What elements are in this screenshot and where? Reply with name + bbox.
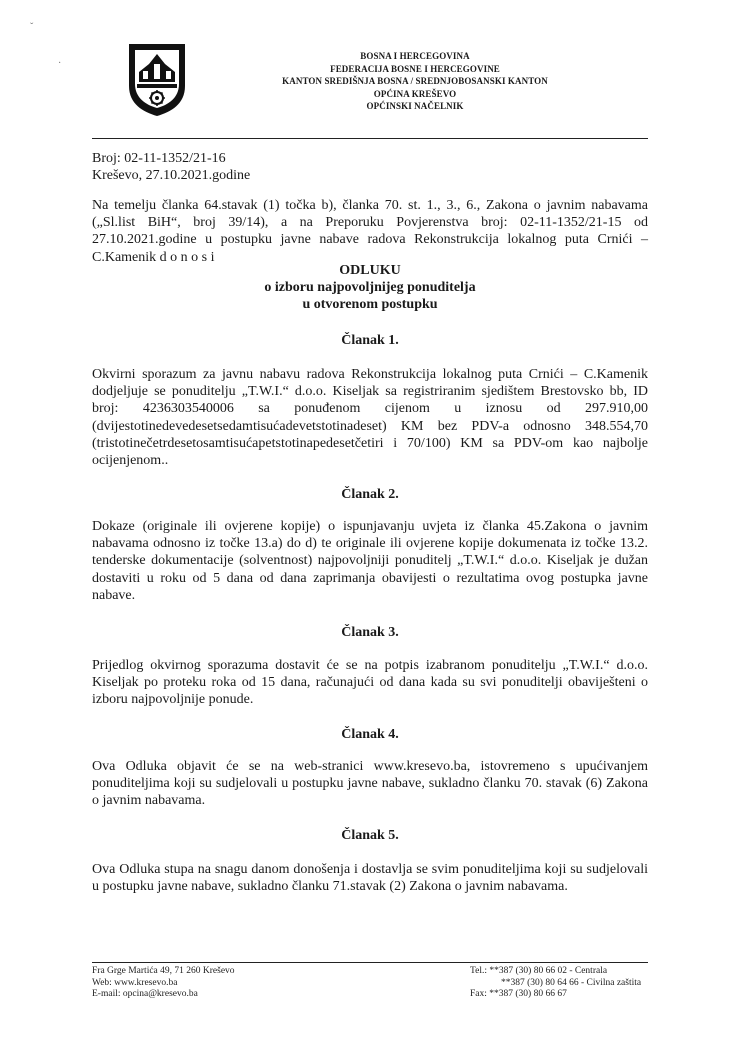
article-2-text: Dokaze (originale ili ovjerene kopije) o ispunjavanju uvjeta iz članka 45.Zakona o javnim nabavama odnosno iz točke 13.a) do d) te originale ili ovjerene kopije dokumenata iz točke 13.2. tenderske dokumentacije (solventnost) najpovoljniji ponuditelj „T.W.I.“ d.o.o. Kiseljak je dužan dostaviti u roku od 5 dana od dana zaprimanja obavijesti o rezultatima ovog postupka javne nabave. [92, 519, 648, 603]
footer-contact-left [92, 966, 235, 1001]
footer-fax: Fax: **387 (30) 80 66 67 [470, 989, 567, 999]
letterhead [215, 50, 615, 113]
article-1-heading: Članak 1. [341, 333, 399, 348]
footer-tel-civil: **387 (30) 80 64 66 - Civilna zaštita [501, 977, 642, 988]
article-1-text: Okvirni sporazum za javnu nabavu radova Rekonstrukcija lokalnog puta Crnići – C.Kamenik dodjeljuje se ponuditelju „T.W.I.“ d.o.o. Kiseljak sa registriranim sjedištem Brestovsko bb, ID broj: 4236303540006 sa ponuđenom cijenom u iznosu od 297.910,00 (dvijestotinedevedesetsedamtisućadevetstotinadeset) KM bez PDV-a odnosno 348.554,70 (tristotinečetrdesetosamtisućapetstotinapedesetčetiri i 70/100) KM sa PDV-om kao najbolje ocijenjenom.. [92, 367, 648, 469]
kresevo-coat-of-arms-icon [127, 42, 187, 118]
scan-mark: · [58, 58, 62, 69]
header-canton: KANTON SREDIŠNJA BOSNA / SREDNJOBOSANSKI KANTON [282, 76, 548, 86]
document-date: Kreševo, 27.10.2021.godine [92, 168, 251, 183]
article-3-text: Prijedlog okvirnog sporazuma dostavit će se na potpis izabranom ponuditelju „T.W.I.“ d.o.o. Kiseljak po proteku roka od 15 dana, računajući od dana kada su svi ponuditelji obaviješteni o izboru najpovoljnije ponude. [92, 658, 648, 708]
footer-divider [92, 962, 648, 963]
article-4-heading: Članak 4. [341, 727, 399, 742]
document-meta [92, 150, 250, 184]
header-federation: FEDERACIJA BOSNE I HERCEGOVINE [330, 63, 500, 74]
article-5-heading: Članak 5. [341, 828, 399, 843]
header-divider [92, 138, 648, 139]
header-country: BOSNA I HERCEGOVINA [360, 51, 470, 61]
title-subtitle-2: u otvorenom postupku [302, 297, 438, 312]
header-office: OPĆINSKI NAČELNIK [366, 101, 464, 111]
title-main: ODLUKU [339, 263, 401, 278]
decision-title [92, 262, 648, 313]
article-5-text: Ova Odluka stupa na snagu danom donošenja i dostavlja se svim ponuditeljima koji su sudjelovali u postupku javne nabave, sukladno članku 71.stavak (2) Zakona o javnim nabavama. [92, 862, 648, 895]
scan-mark: ˇ [30, 22, 34, 33]
article-3-heading: Članak 3. [341, 625, 399, 640]
preamble: Na temelju članka 64.stavak (1) točka b), članka 70. st. 1., 3., 6., Zakona o javnim nabavama („Sl.list BiH“, broj 39/14), a na Preporuku Povjerenstva broj: 02-11-1352/21-15 od 27.10.2021.godine u postupku javne nabave radova Rekonstrukcija lokalnog puta Crnići – C.Kamenik d o n o s i [92, 198, 648, 265]
footer-tel: Tel.: **387 (30) 80 66 02 - Centrala [470, 966, 608, 976]
article-2-heading: Članak 2. [341, 487, 399, 502]
article-4-text: Ova Odluka objavit će se na web-stranici www.kresevo.ba, istovremeno s upućivanjem ponuditeljima koji su sudjelovali u postupku javne nabave, sukladno članku 70. stavak (6) Zakona o javnim nabavama. [92, 759, 648, 809]
reference-number: Broj: 02-11-1352/21-16 [92, 151, 226, 166]
footer-email: E-mail: opcina@kresevo.ba [92, 989, 198, 999]
footer-contact-right [470, 966, 641, 1001]
footer-address: Fra Grge Martića 49, 71 260 Kreševo [92, 966, 235, 976]
header-municipality: OPĆINA KREŠEVO [373, 88, 457, 99]
title-subtitle: o izboru najpovoljnijeg ponuditelja [264, 280, 476, 295]
footer-web: Web: www.kresevo.ba [92, 977, 178, 988]
